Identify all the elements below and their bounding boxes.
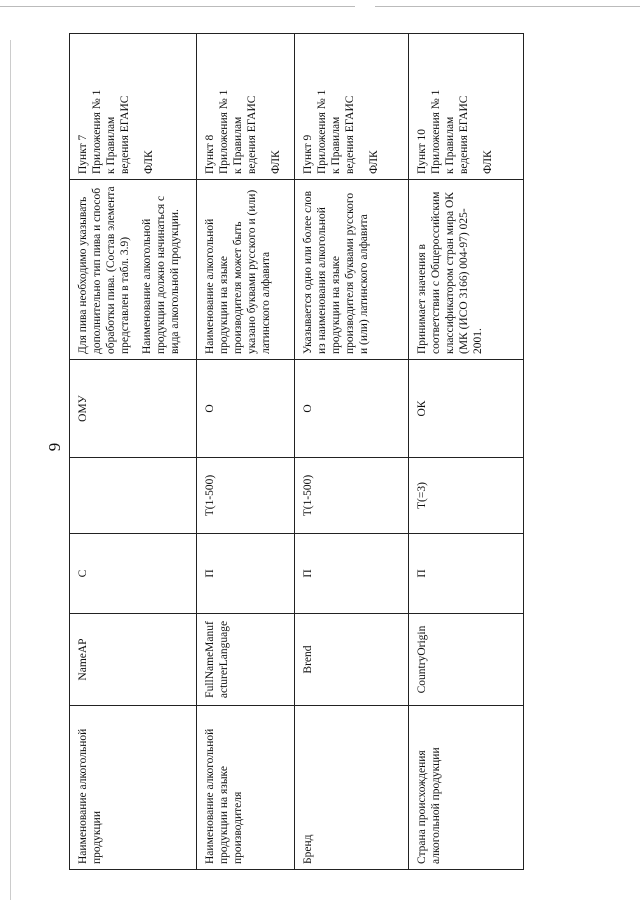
- format-cell: T(1-500): [295, 458, 409, 534]
- flk-label: ФЛК: [368, 150, 381, 174]
- tag-cell: NameAP: [70, 614, 197, 706]
- requirement-cell: ОМУ: [70, 360, 197, 458]
- description-text: Наименование алкогольной продукции на языке производителя может быть указано буквами русского и (или) латинского алфавита: [204, 189, 273, 354]
- reference-line: к Правилам: [444, 116, 457, 174]
- element-name-cell: Наименование алкогольной продукции: [70, 706, 197, 870]
- scan-top-rule: [0, 6, 640, 7]
- description-text: Принимает значения в соответствии с Общероссийским классификатором стран мира ОК (МК (ИСО 3166) 004-97) 025-2001.: [416, 191, 485, 354]
- description-text: Для пива необходимо указывать дополнительно тип пива и способ обработки пива. (Состав элемента представлен в табл. 3.9): [77, 186, 132, 354]
- format-cell: [70, 458, 197, 534]
- requirement-cell: О: [295, 360, 409, 458]
- reference-cell: [409, 34, 524, 180]
- reference-cell: [295, 34, 409, 180]
- table-row: [197, 34, 295, 870]
- element-name-cell: Наименование алкогольной продукции на языке производителя: [197, 706, 295, 870]
- page-number: 9: [45, 442, 64, 452]
- reference-line: ведения ЕГАИС: [246, 95, 259, 174]
- kind-cell: П: [409, 534, 524, 614]
- table-row: [295, 34, 409, 870]
- flk-label: ФЛК: [482, 150, 495, 174]
- requirement-cell: О: [197, 360, 295, 458]
- reference-line: Пункт 9: [302, 134, 315, 174]
- reference-line: Пункт 8: [204, 134, 217, 174]
- rotated-table-sheet: [69, 34, 494, 870]
- kind-cell: П: [197, 534, 295, 614]
- reference-line: к Правилам: [330, 116, 343, 174]
- reference-line: Приложения № 1: [430, 89, 443, 174]
- kind-cell: С: [70, 534, 197, 614]
- requirement-cell: ОК: [409, 360, 524, 458]
- format-cell: T(1-500): [197, 458, 295, 534]
- description-text: Наименование алкогольной продукции должно начинаться с вида алкогольной продукции.: [141, 195, 182, 354]
- flk-label: ФЛК: [143, 150, 156, 174]
- tag-cell: CountryOrigin: [409, 614, 524, 706]
- description-cell: [295, 180, 409, 360]
- kind-cell: П: [295, 534, 409, 614]
- scan-left-rule: [10, 40, 11, 900]
- element-table: [69, 33, 524, 870]
- reference-cell: [197, 34, 295, 180]
- reference-line: Пункт 7: [77, 134, 89, 174]
- reference-line: ведения ЕГАИС: [119, 95, 132, 174]
- table-row: [409, 34, 524, 870]
- reference-line: Приложения № 1: [316, 89, 329, 174]
- format-cell: T(=3): [409, 458, 524, 534]
- table-row: [70, 34, 197, 870]
- reference-cell: [70, 34, 197, 180]
- description-text: Указывается одно или более слов из наименования алкогольной продукции на языке производителя буквами русского и (или) латинского алфавита: [302, 190, 371, 354]
- tag-cell: FullNameManufacturerLanguage: [197, 614, 295, 706]
- reference-line: к Правилам: [232, 116, 245, 174]
- element-name-cell: Страна происхождения алкогольной продукции: [409, 706, 524, 870]
- reference-line: ведения ЕГАИС: [344, 95, 357, 174]
- element-name-cell: Бренд: [295, 706, 409, 870]
- reference-line: к Правилам: [105, 116, 118, 174]
- tag-cell: Brend: [295, 614, 409, 706]
- description-cell: [409, 180, 524, 360]
- reference-line: Приложения № 1: [91, 89, 104, 174]
- reference-line: Приложения № 1: [218, 89, 231, 174]
- description-cell: [197, 180, 295, 360]
- reference-line: ведения ЕГАИС: [458, 95, 471, 174]
- flk-label: ФЛК: [270, 150, 283, 174]
- reference-line: Пункт 10: [416, 128, 429, 174]
- description-cell: [70, 180, 197, 360]
